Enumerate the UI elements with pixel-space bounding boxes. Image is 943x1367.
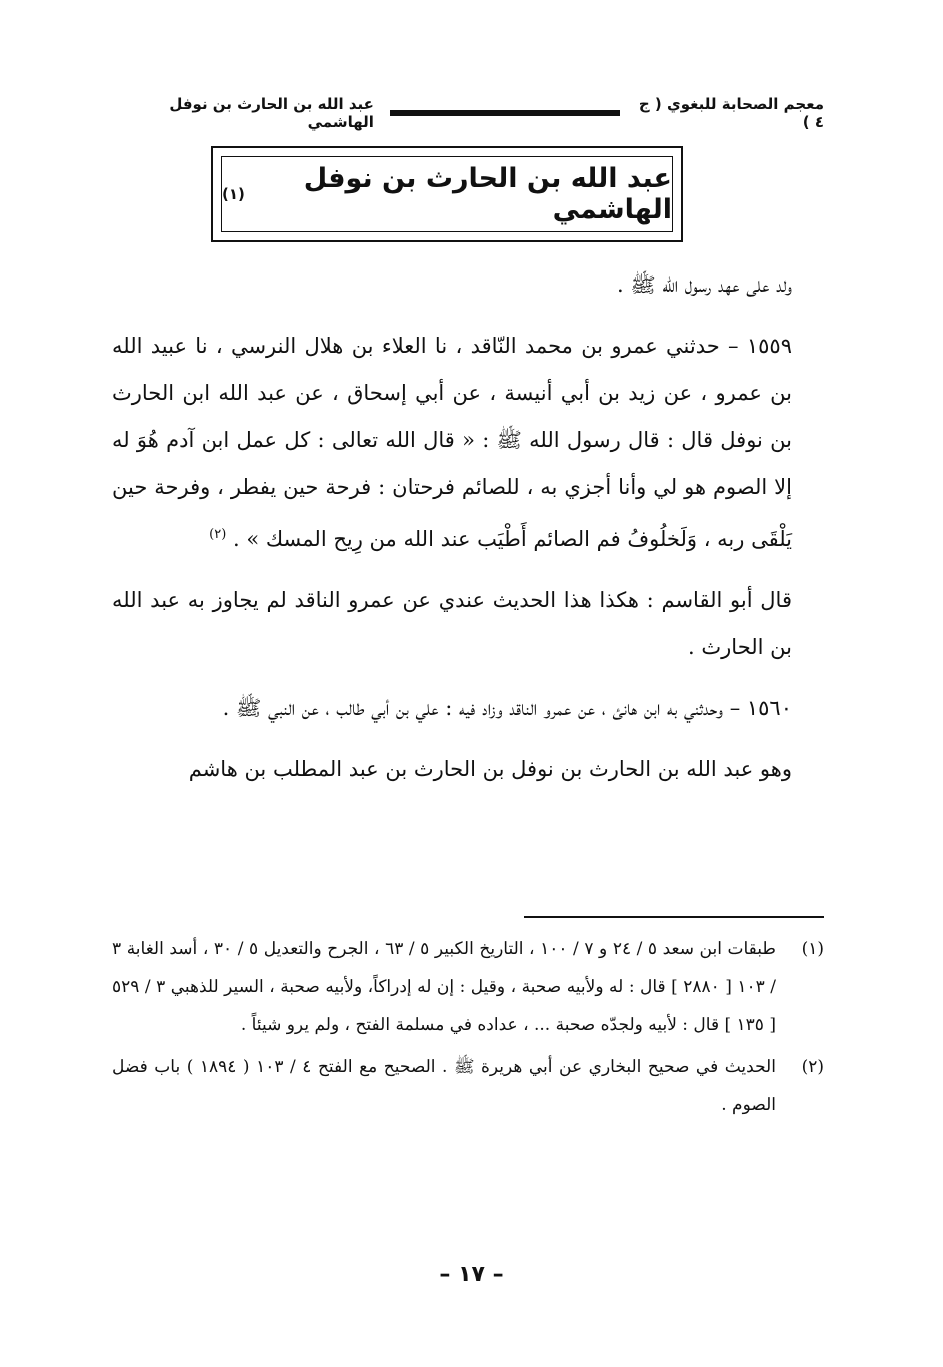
page-number: – ١٧ –	[439, 1262, 504, 1287]
entry-title-box	[211, 146, 683, 242]
footnote-separator	[524, 916, 824, 918]
entry-title: عبد الله بن الحارث بن نوفل الهاشمي	[303, 163, 672, 225]
hadith-1559-text: ١٥٥٩ – حدثني عمرو بن محمد النّاقد ، نا العلاء بن هلال النرسي ، نا عبيد الله بن عمرو ، عن زيد بن أبي أنيسة ، عن أبي إسحاق ، عن عبد الله ابن الحارث بن نوفل قال : قال رسول الله ﷺ : « قال الله تعالى : كل عمل ابن آدم هُوَ له إلا الصوم هو لي وأنا أجزي به ، للصائم فرحتان : فرحة حين يفطر ، وفرحة حين يَلْقَى ربه ، وَلَخلُوفُ فم الصائم أَطْيَب عند الله من رِيح المسك » .	[112, 334, 792, 551]
abu-qasim-paragraph: قال أبو القاسم : هكذا هذا الحديث عندي عن عمرو الناقد لم يجاوز به عبد الله بن الحارث .	[112, 588, 792, 659]
footnote-text: الحديث في صحيح البخاري عن أبي هريرة ﷺ . الصحيح مع الفتح ٤ / ١٠٣ ( ١٨٩٤ ) باب فضل الصوم .	[112, 1057, 776, 1115]
intro-paragraph: ولد على عهد رسول الله ﷺ .	[617, 273, 792, 297]
body-text	[112, 262, 824, 793]
footnote-text: طبقات ابن سعد ٥ / ٢٤ و ٧ / ١٠٠ ، التاريخ الكبير ٥ / ٦٣ ، الجرح والتعديل ٥ / ٣٠ ، أسد الغابة ٣ / ١٠٣ [ ٢٨٨٠ ] قال : له ولأبيه صحبة ، وقيل : إن له إدراكاً، ولأبيه صحبة ، السير للذهبي ٣ / ٥٢٩ [ ١٣٥ ] قال : لأبيه ولجدّه صحبة ... ، عداده في مسلمة الفتح ، ولم يرو شيئاً .	[112, 939, 776, 1035]
header-rule	[390, 110, 620, 116]
lineage-paragraph: وهو عبد الله بن الحارث بن نوفل بن الحارث بن عبد المطلب بن هاشم	[188, 757, 792, 781]
footnote-1	[112, 930, 824, 1044]
title-footnote-marker: (١)	[222, 185, 245, 203]
running-header	[118, 95, 824, 131]
header-book-title: معجم الصحابة للبغوي ( ج ٤ )	[638, 95, 824, 131]
header-entry-title: عبد الله بن الحارث بن نوفل الهاشمي	[169, 95, 374, 131]
hadith-1559-footnote-marker: (٢)	[209, 527, 227, 542]
footnotes	[112, 930, 824, 1124]
footnote-number: (١)	[801, 939, 824, 959]
hadith-1560-paragraph: ١٥٦٠ – وحدثني به ابن هانئ ، عن عمرو الناقد وزاد فيه : علي بن أبي طالب ، عن النبي ﷺ .	[222, 696, 792, 720]
hadith-1559-paragraph	[112, 323, 824, 563]
footnote-number: (٢)	[801, 1057, 824, 1077]
footnote-2	[112, 1048, 824, 1124]
entry-title-frame	[221, 156, 673, 232]
